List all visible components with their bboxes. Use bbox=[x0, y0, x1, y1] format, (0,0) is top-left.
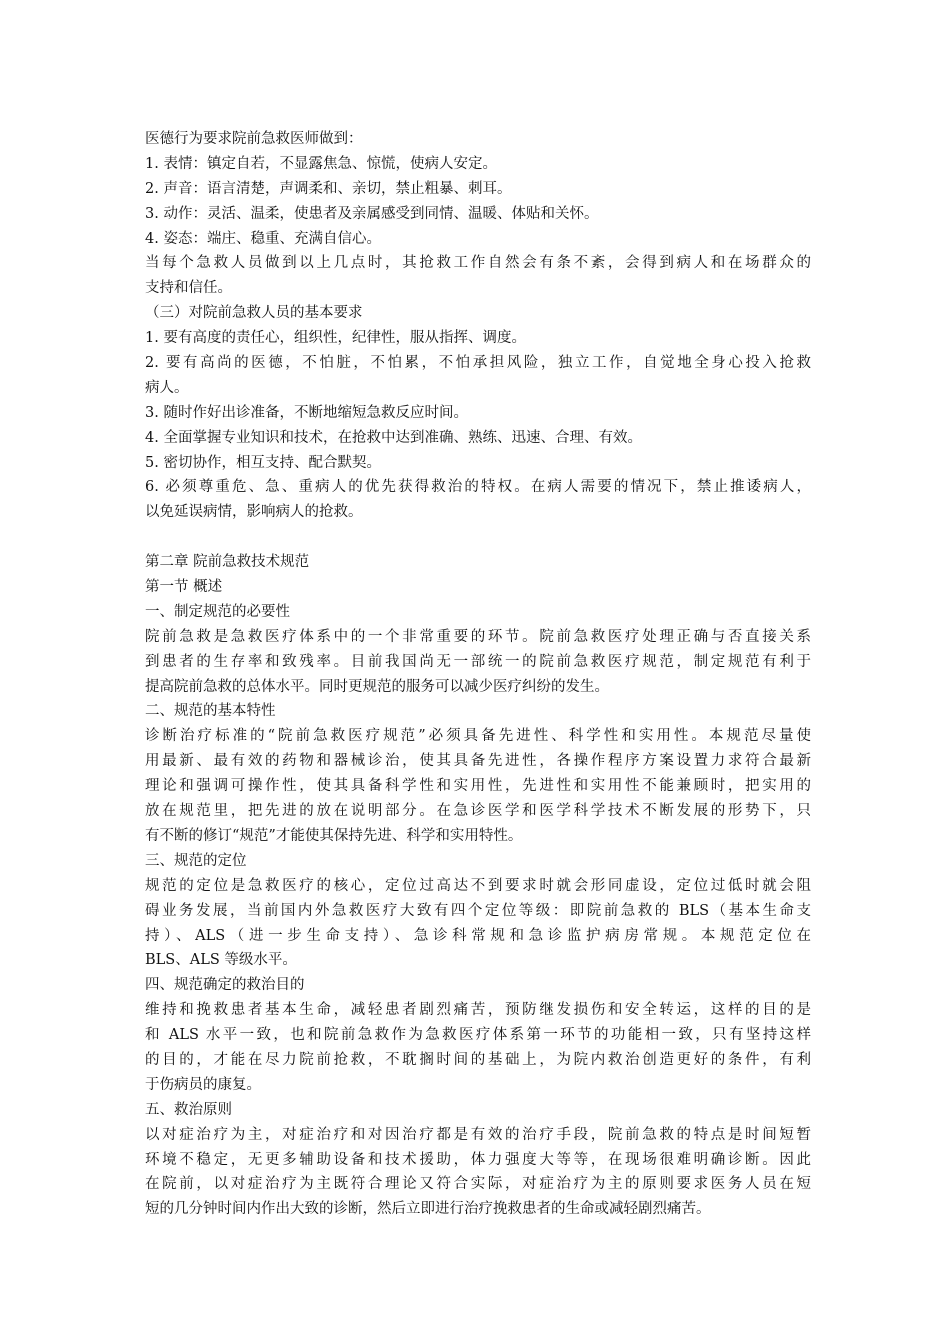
ethics-item-voice: 2. 声音：语言清楚，声调柔和、亲切，禁止粗暴、刺耳。 bbox=[145, 180, 512, 197]
paragraph-positioning bbox=[145, 874, 811, 974]
requirement-item: 3. 随时作好出诊准备，不断地缩短急救反应时间。 bbox=[145, 404, 468, 421]
paragraph-line: 碍业务发展，当前国内外急救医疗大致有四个定位等级：即院前急救的 BLS（基本生命支 bbox=[145, 902, 811, 919]
paragraph-line: 诊断治疗标准的“院前急救医疗规范”必须具备先进性、科学性和实用性。本规范尽量使 bbox=[145, 728, 811, 745]
heading-characteristics: 二、规范的基本特性 bbox=[145, 703, 276, 720]
paragraph-line: 以对症治疗为主，对症治疗和对因治疗都是有效的治疗手段，院前急救的特点是时间短暂 bbox=[145, 1126, 811, 1143]
paragraph-line: 环境不稳定，无更多辅助设备和技术援助，体力强度大等等，在现场很难明确诊断。因此 bbox=[145, 1151, 811, 1168]
ethics-summary bbox=[145, 251, 811, 301]
summary-line: 当每个急救人员做到以上几点时，其抢救工作自然会有条不紊，会得到病人和在场群众的 bbox=[145, 255, 811, 272]
requirement-item: 2. 要有高尚的医德，不怕脏，不怕累，不怕承担风险，独立工作，自觉地全身心投入抢救 bbox=[145, 355, 811, 372]
requirement-item-cont: 病人。 bbox=[145, 379, 189, 396]
blank-line bbox=[145, 525, 811, 550]
heading-treatment-goal: 四、规范确定的救治目的 bbox=[145, 977, 305, 994]
paragraph-line: BLS、ALS 等级水平。 bbox=[145, 952, 297, 969]
paragraph-line: 提高院前急救的总体水平。同时更规范的服务可以减少医疗纠纷的发生。 bbox=[145, 678, 609, 695]
ethics-item-action: 3. 动作：灵活、温柔，使患者及亲属感受到同情、温暖、体贴和关怀。 bbox=[145, 205, 599, 222]
requirement-item-cont: 以免延误病情，影响病人的抢救。 bbox=[145, 504, 363, 521]
paragraph-line: 维持和挽救患者基本生命，减轻患者剧烈痛苦，预防继发损伤和安全转运，这样的目的是 bbox=[145, 1002, 811, 1019]
paragraph-treatment-goal bbox=[145, 998, 811, 1098]
paragraph-line: 在院前，以对症治疗为主既符合理论又符合实际，对症治疗为主的原则要求医务人员在短 bbox=[145, 1176, 811, 1193]
requirements-section bbox=[145, 301, 811, 525]
requirements-heading: （三）对院前急救人员的基本要求 bbox=[145, 305, 363, 322]
ethics-item-posture: 4. 姿态：端庄、稳重、充满自信心。 bbox=[145, 230, 381, 247]
document-page bbox=[145, 127, 811, 1222]
paragraph-necessity bbox=[145, 625, 811, 700]
paragraph-line: 放在规范里，把先进的放在说明部分。在急诊医学和医学科学技术不断发展的形势下，只 bbox=[145, 803, 811, 820]
summary-line: 支持和信任。 bbox=[145, 280, 232, 297]
ethics-list bbox=[145, 127, 811, 251]
heading-positioning: 三、规范的定位 bbox=[145, 852, 247, 869]
paragraph-line: 院前急救是急救医疗体系中的一个非常重要的环节。院前急救医疗处理正确与否直接关系 bbox=[145, 628, 811, 645]
requirement-item: 6. 必须尊重危、急、重病人的优先获得救治的特权。在病人需要的情况下，禁止推诿病人， bbox=[145, 479, 811, 496]
paragraph-line: 规范的定位是急救医疗的核心，定位过高达不到要求时就会形同虚设，定位过低时就会阻 bbox=[145, 877, 811, 894]
section-title: 第一节 概述 bbox=[145, 579, 223, 596]
paragraph-line: 到患者的生存率和致残率。目前我国尚无一部统一的院前急救医疗规范，制定规范有利于 bbox=[145, 653, 811, 670]
paragraph-line: 的目的，才能在尽力院前抢救，不耽搁时间的基础上，为院内救治创造更好的条件，有利 bbox=[145, 1051, 811, 1068]
paragraph-line: 持）、ALS（进一步生命支持）、急诊科常规和急诊监护病房常规。本规范定位在 bbox=[145, 927, 811, 944]
requirement-item: 4. 全面掌握专业知识和技术，在抢救中达到准确、熟练、迅速、合理、有效。 bbox=[145, 429, 642, 446]
paragraph-line: 短的几分钟时间内作出大致的诊断，然后立即进行治疗挽救患者的生命或减轻剧烈痛苦。 bbox=[145, 1201, 711, 1218]
paragraph-line: 理论和强调可操作性，使其具备科学性和实用性，先进性和实用性不能兼顾时，把实用的 bbox=[145, 778, 811, 795]
paragraph-line: 于伤病员的康复。 bbox=[145, 1076, 261, 1093]
heading-necessity: 一、制定规范的必要性 bbox=[145, 603, 290, 620]
requirement-item: 5. 密切协作，相互支持、配合默契。 bbox=[145, 454, 381, 471]
paragraph-treatment-principle bbox=[145, 1123, 811, 1223]
paragraph-line: 和 ALS 水平一致，也和院前急救作为急救医疗体系第一环节的功能相一致，只有坚持这样 bbox=[145, 1027, 811, 1044]
paragraph-characteristics bbox=[145, 724, 811, 848]
chapter-title: 第二章 院前急救技术规范 bbox=[145, 554, 310, 571]
ethics-intro: 医德行为要求院前急救医师做到： bbox=[145, 131, 363, 147]
paragraph-line: 用最新、最有效的药物和器械诊治，使其具备先进性，各操作程序方案设置力求符合最新 bbox=[145, 753, 811, 770]
ethics-item-expression: 1. 表情：镇定自若，不显露焦急、惊慌，使病人安定。 bbox=[145, 155, 497, 172]
requirement-item: 1. 要有高度的责任心，组织性，纪律性，服从指挥、调度。 bbox=[145, 330, 526, 347]
heading-treatment-principle: 五、救治原则 bbox=[145, 1101, 232, 1118]
paragraph-line: 有不断的修订“规范”才能使其保持先进、科学和实用特性。 bbox=[145, 827, 523, 844]
